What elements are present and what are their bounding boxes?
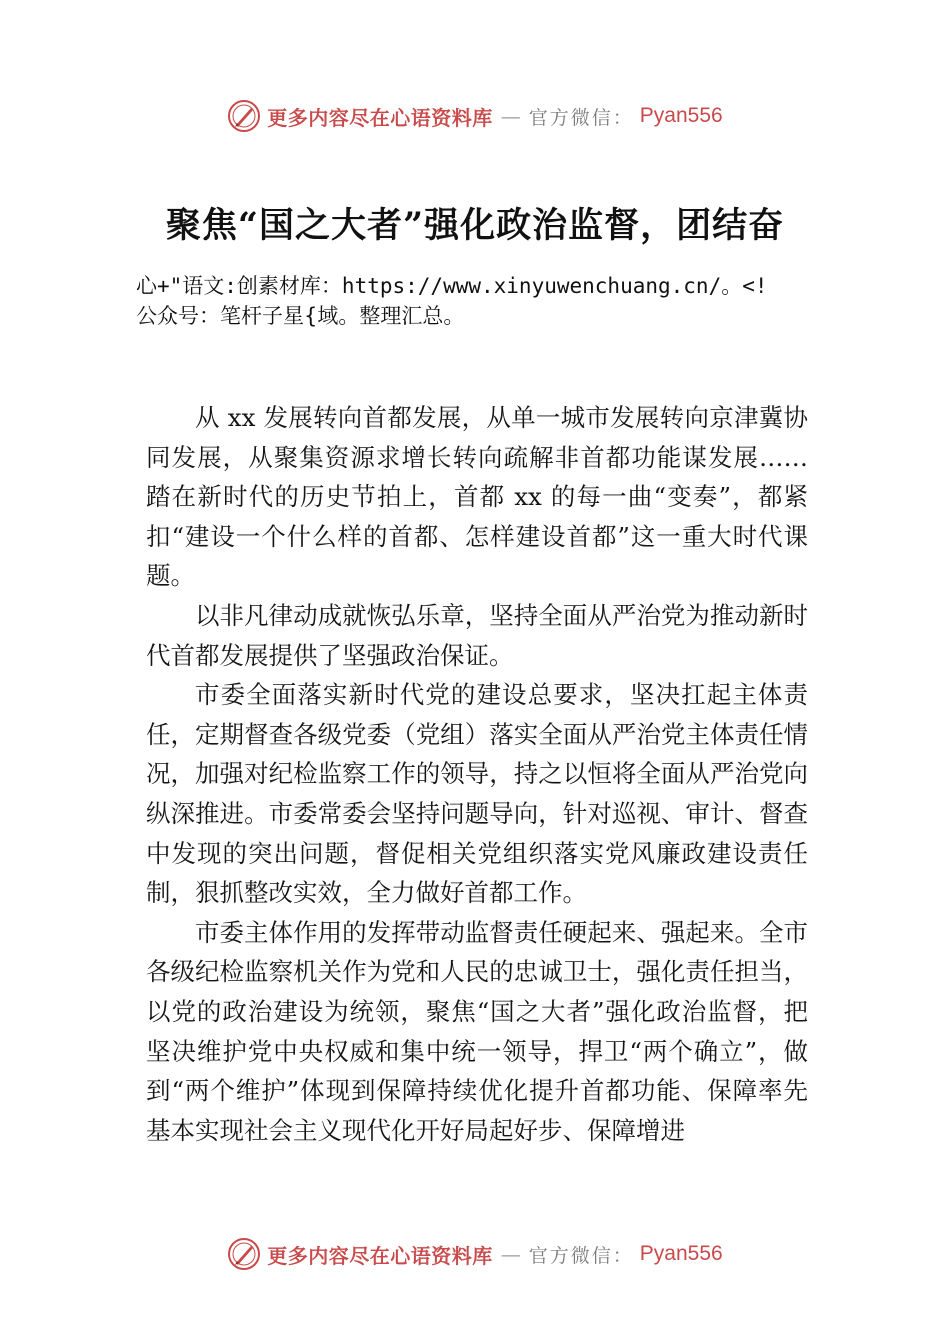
wechat-id: Pyan556 xyxy=(639,1242,723,1265)
site-name: 更多内容尽在心语资料库 xyxy=(267,1243,493,1268)
quill-logo-icon xyxy=(227,99,261,133)
wechat-id: Pyan556 xyxy=(639,104,723,127)
paragraph: 市委主体作用的发挥带动监督责任硬起来、强起来。全市各级纪检监察机关作为党和人民的忠诚卫士，强化责任担当，以党的政治建设为统领，聚焦“国之大者”强化政治监督，把坚决维护党中央权威和集中统一领导，捍卫“两个确立”，做到“两个维护”体现到保障持续优化提升首都功能、保障率先基本实现社会主义现代化开好局起好步、保障增进 xyxy=(146,917,808,1145)
banner-separator: — xyxy=(500,104,521,128)
header-banner xyxy=(0,94,950,138)
wechat-label: 官方微信： xyxy=(528,106,634,129)
banner-separator: — xyxy=(500,1242,521,1266)
footer-banner xyxy=(0,1232,950,1276)
paragraph: 以非凡律动成就恢弘乐章，坚持全面从严治党为推动新时代首都发展提供了坚强政治保证。 xyxy=(146,600,808,670)
document-body xyxy=(146,398,808,1150)
wechat-label: 官方微信： xyxy=(528,1244,634,1267)
source-line: 心+"语文:创素材库：https://www.xinyuwenchuang.cn/。<! xyxy=(136,274,768,298)
paragraph: 从 xx 发展转向首都发展，从单一城市发展转向京津冀协同发展，从聚集资源求增长转向疏解非首都功能谋发展…… 踏在新时代的历史节拍上，首都 xx 的每一曲“变奏”，都紧扣“建设一个什么样的首都、怎样建设首都”这一重大时代课题。 xyxy=(146,403,808,591)
quill-logo-icon xyxy=(227,1237,261,1271)
site-name: 更多内容尽在心语资料库 xyxy=(267,105,493,130)
document-title: 聚焦“国之大者”强化政治监督，团结奋 xyxy=(165,205,785,246)
paragraph: 市委全面落实新时代党的建设总要求，坚决扛起主体责任，定期督查各级党委（党组）落实全面从严治党主体责任情况，加强对纪检监察工作的领导，持之以恒将全面从严治党向纵深推进。市委常委会坚持问题导向，针对巡视、审计、督查中发现的突出问题，督促相关党组织落实党风廉政建设责任制，狠抓整改实效，全力做好首都工作。 xyxy=(146,680,808,908)
source-line: 公众号：笔杆子星{域。整理汇总。 xyxy=(136,304,465,328)
